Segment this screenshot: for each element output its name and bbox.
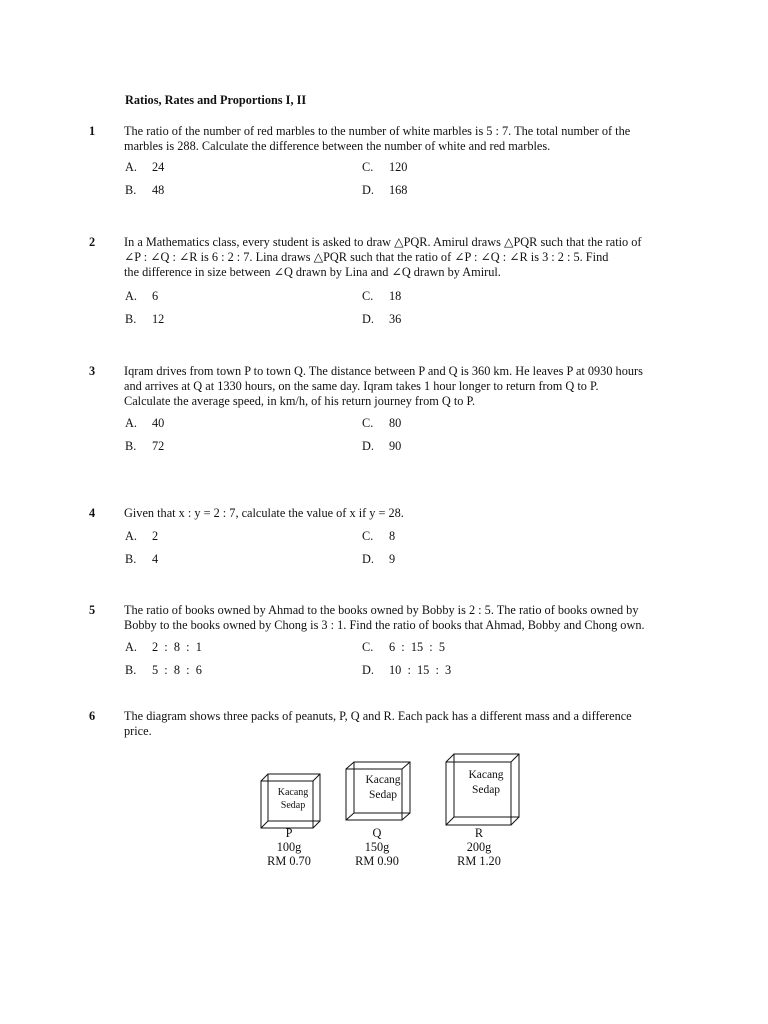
option-letter: A. <box>125 289 137 303</box>
option-a[interactable] <box>125 289 158 304</box>
question-line: Given that x : y = 2 : 7, calculate the value of x if y = 28. <box>124 506 404 520</box>
option-value: 4 <box>152 552 159 566</box>
question-line: ∠P : ∠Q : ∠R is 6 : 2 : 7. Lina draws △PQR such that the ratio of ∠P : ∠Q : ∠R is 3 : 2 : 5. Find <box>124 250 609 264</box>
option-value: 80 <box>389 416 402 430</box>
option-b[interactable] <box>125 439 164 454</box>
option-letter: D. <box>362 663 374 677</box>
option-value: 168 <box>389 183 408 197</box>
option-c[interactable] <box>362 529 395 544</box>
question-line: and arrives at Q at 1330 hours, on the same day. Iqram takes 1 hour longer to return from Q to P. <box>124 379 599 393</box>
pack-mass: 200g <box>466 840 492 854</box>
option-b[interactable] <box>125 183 164 198</box>
question-line: the difference in size between ∠Q drawn by Lina and ∠Q drawn by Amirul. <box>124 265 501 279</box>
question-line: The diagram shows three packs of peanuts, P, Q and R. Each pack has a different mass and a difference <box>124 709 632 723</box>
question-number: 4 <box>89 506 96 520</box>
option-value: 18 <box>389 289 402 303</box>
brand-line: Sedap <box>368 789 398 801</box>
option-letter: B. <box>125 439 137 453</box>
question-text <box>124 235 678 280</box>
option-b[interactable] <box>125 312 164 327</box>
pack-r-brand <box>455 768 517 798</box>
question-line: price. <box>124 724 152 738</box>
option-letter: B. <box>125 663 137 677</box>
option-c[interactable] <box>362 160 407 175</box>
option-value: 2 : 8 : 1 <box>152 640 202 654</box>
question-text <box>124 709 678 739</box>
option-value: 2 <box>152 529 159 543</box>
brand-line: Kacang <box>365 774 401 786</box>
question-line: Iqram drives from town P to town Q. The distance between P and Q is 360 km. He leaves P at 0930 hours <box>124 364 643 378</box>
question-number: 1 <box>89 124 96 138</box>
brand-line: Sedap <box>471 784 501 796</box>
option-value: 120 <box>389 160 408 174</box>
option-d[interactable] <box>362 552 395 567</box>
option-c[interactable] <box>362 289 401 304</box>
option-value: 5 : 8 : 6 <box>152 663 202 677</box>
question-number: 5 <box>89 603 96 617</box>
pack-p-label <box>254 826 324 868</box>
option-letter: B. <box>125 552 137 566</box>
option-letter: D. <box>362 183 374 197</box>
option-d[interactable] <box>362 183 407 198</box>
option-letter: A. <box>125 160 137 174</box>
pack-price: RM 0.70 <box>267 854 311 868</box>
question-text <box>124 506 678 521</box>
option-b[interactable] <box>125 552 158 567</box>
pack-q-brand <box>355 773 411 803</box>
option-a[interactable] <box>125 160 164 175</box>
option-a[interactable] <box>125 640 202 655</box>
question-number: 2 <box>89 235 96 249</box>
option-value: 90 <box>389 439 402 453</box>
question-text <box>124 124 678 154</box>
option-letter: B. <box>125 183 137 197</box>
option-b[interactable] <box>125 663 202 678</box>
option-c[interactable] <box>362 416 401 431</box>
question-text <box>124 603 678 633</box>
option-letter: A. <box>125 640 137 654</box>
option-letter: D. <box>362 439 374 453</box>
option-d[interactable] <box>362 439 401 454</box>
option-value: 6 : 15 : 5 <box>389 640 446 654</box>
pack-name: Q <box>372 826 382 840</box>
option-value: 40 <box>152 416 165 430</box>
option-d[interactable] <box>362 663 451 678</box>
question-line: marbles is 288. Calculate the difference between the number of white and red marbles. <box>124 139 551 153</box>
option-a[interactable] <box>125 416 164 431</box>
option-letter: D. <box>362 552 374 566</box>
page-title: Ratios, Rates and Proportions I, II <box>125 93 307 107</box>
option-letter: A. <box>125 529 137 543</box>
option-value: 10 : 15 : 3 <box>389 663 452 677</box>
option-letter: C. <box>362 289 374 303</box>
option-letter: C. <box>362 160 374 174</box>
pack-mass: 100g <box>276 840 302 854</box>
option-letter: C. <box>362 416 374 430</box>
question-text <box>124 364 678 409</box>
pack-price: RM 1.20 <box>457 854 501 868</box>
option-value: 24 <box>152 160 165 174</box>
question-line: The ratio of the number of red marbles to the number of white marbles is 5 : 7. The total number of the <box>124 124 631 138</box>
question-line: Bobby to the books owned by Chong is 3 : 1. Find the ratio of books that Ahmad, Bobby and Chong own. <box>124 618 645 632</box>
pack-mass: 150g <box>364 840 390 854</box>
option-letter: C. <box>362 529 374 543</box>
pack-p-brand <box>268 786 318 812</box>
option-value: 48 <box>152 183 165 197</box>
option-letter: D. <box>362 312 374 326</box>
option-value: 36 <box>389 312 402 326</box>
question-line: In a Mathematics class, every student is asked to draw △PQR. Amirul draws △PQR such that the ratio of <box>124 235 642 249</box>
question-line: The ratio of books owned by Ahmad to the books owned by Bobby is 2 : 5. The ratio of books owned by <box>124 603 639 617</box>
option-letter: A. <box>125 416 137 430</box>
option-value: 12 <box>152 312 165 326</box>
pack-q-label <box>342 826 412 868</box>
option-letter: B. <box>125 312 137 326</box>
option-value: 9 <box>389 552 396 566</box>
brand-line: Kacang <box>277 787 309 798</box>
option-d[interactable] <box>362 312 401 327</box>
pack-name: P <box>285 826 293 840</box>
option-value: 72 <box>152 439 165 453</box>
option-letter: C. <box>362 640 374 654</box>
option-value: 6 <box>152 289 159 303</box>
option-c[interactable] <box>362 640 445 655</box>
brand-line: Kacang <box>468 769 504 781</box>
pack-price: RM 0.90 <box>355 854 399 868</box>
pack-name: R <box>474 826 484 840</box>
option-value: 8 <box>389 529 396 543</box>
question-number: 3 <box>89 364 96 378</box>
pack-r-label <box>444 826 514 868</box>
brand-line: Sedap <box>280 800 306 811</box>
option-a[interactable] <box>125 529 158 544</box>
question-number: 6 <box>89 709 96 723</box>
question-line: Calculate the average speed, in km/h, of his return journey from Q to P. <box>124 394 476 408</box>
